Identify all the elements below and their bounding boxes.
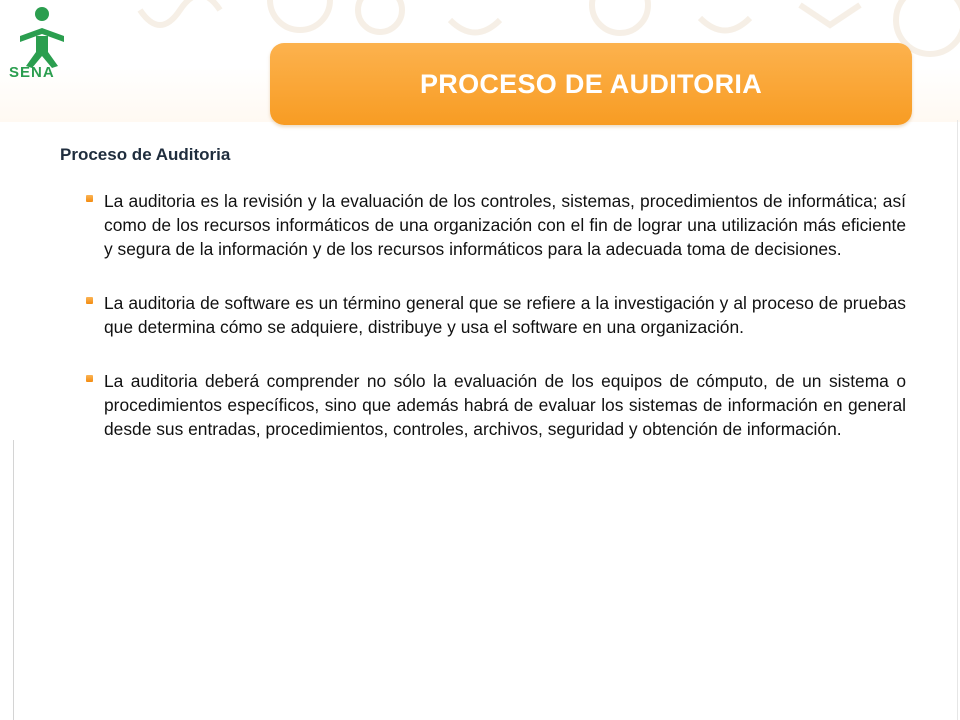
bullet-item <box>60 291 906 339</box>
bullet-list <box>60 189 906 441</box>
bullet-square-icon <box>86 195 93 202</box>
title-banner <box>270 43 912 125</box>
bullet-square-icon <box>86 375 93 382</box>
right-divider <box>957 120 958 720</box>
bullet-text: La auditoria deberá comprender no sólo la evaluación de los equipos de cómputo, de un sistema o procedimientos específicos, sino que además habrá de evaluar los sistemas de información en general desde sus entradas, procedimientos, controles, archivos, seguridad y obtención de información. <box>104 371 906 439</box>
sena-logo-text: SENA <box>9 64 55 81</box>
slide-content <box>60 145 906 471</box>
section-heading: Proceso de Auditoria <box>60 145 231 164</box>
bullet-text: La auditoria es la revisión y la evaluación de los controles, sistemas, procedimientos de informática; así como de los recursos informáticos de una organización con el fin de lograr una utilización más eficiente y segura de la información y de los recursos informáticos para la adecuada toma de decisiones. <box>104 191 906 259</box>
bullet-text: La auditoria de software es un término general que se refiere a la investigación y al proceso de pruebas que determina cómo se adquiere, distribuye y usa el software en una organización. <box>104 293 906 337</box>
bullet-square-icon <box>86 297 93 304</box>
page-title: PROCESO DE AUDITORIA <box>419 68 763 99</box>
bullet-item <box>60 369 906 441</box>
bullet-item <box>60 189 906 261</box>
left-divider <box>13 440 14 720</box>
